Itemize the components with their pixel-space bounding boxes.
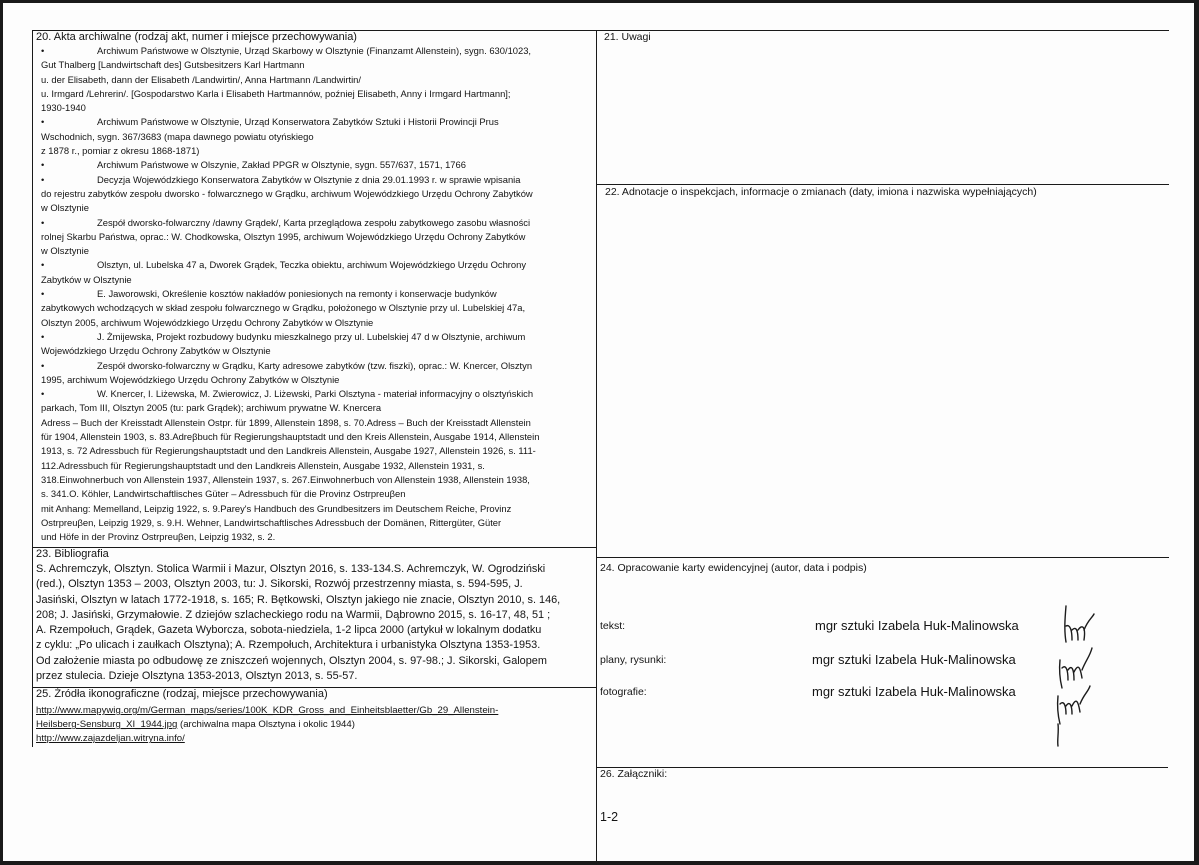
author-row-plans-name: mgr sztuki Izabela Huk-Malinowska bbox=[812, 652, 1016, 667]
bullet-icon: • bbox=[41, 388, 45, 400]
section-20-line-text: rolnej Skarbu Państwa, oprac.: W. Chodkowska, Olsztyn 1995, archiwum Wojewódzkiego Urzędu Ochrony Zabytków bbox=[41, 230, 526, 242]
section-20-line-text: und Höfe in der Provinz Ostrpreuβen, Leipzig 1932, s. 2. bbox=[41, 531, 276, 543]
bibliography-line: przez stulecia. Dzieje Olsztyna 1353-2013, Olsztyn 2013, s. 55-57. bbox=[36, 670, 358, 683]
section-20-line-text: für 1904, Allenstein 1903, s. 83.Adreβbuch für Regierungshauptstadt und den Kreis Allenstein, Ausgabe 1914, Allenstein bbox=[41, 431, 540, 443]
rule-24 bbox=[596, 557, 1169, 558]
rule-26 bbox=[596, 767, 1168, 768]
author-row-photos-name: mgr sztuki Izabela Huk-Malinowska bbox=[812, 684, 1016, 699]
bullet-icon: • bbox=[41, 359, 45, 371]
section-20-line-text: E. Jaworowski, Określenie kosztów nakładów poniesionych na remonty i konserwacje budynków bbox=[97, 288, 497, 300]
section-20-line bbox=[41, 330, 594, 344]
section-20-line-text: mit Anhang: Memelland, Leipzig 1922, s. 9.Parey's Handbuch des Grundbesitzers im Deutschem Reiche, Provinz bbox=[41, 502, 512, 514]
section-20-line-text: 1995, archiwum Wojewódzkiego Urzędu Ochrony Zabytków w Olsztynie bbox=[41, 373, 340, 385]
author-row-plans-label: plany, rysunki: bbox=[600, 654, 667, 666]
section-20-line bbox=[41, 473, 594, 487]
section-20-line-text: Wojewódzkiego Urzędu Ochrony Zabytków w Olsztynie bbox=[41, 345, 271, 357]
map-link-part2[interactable]: Heilsberg-Sensburg_XI_1944.jpg bbox=[36, 719, 178, 731]
section-20-line bbox=[41, 359, 594, 373]
section-25-heading: 25. Źródła ikonograficzne (rodzaj, miejsce przechowywania) bbox=[36, 688, 328, 700]
section-20-line bbox=[41, 530, 594, 544]
section-20-line-text: Olsztyn, ul. Lubelska 47 a, Dworek Grądek, Teczka obiektu, archiwum Wojewódzkiego Urzędu Ochrony bbox=[97, 259, 527, 271]
section-20-line bbox=[41, 502, 594, 516]
bibliography-line: 208; J. Jasiński, Grzymałowie. Z dziejów szlacheckiego rodu na Warmii, Dąbrowno 2015, s. 16-17, 48, 51 ; bbox=[36, 608, 551, 621]
section-20-line-text: do rejestru zabytków zespołu dworsko - folwarcznego w Grądku, archiwum Wojewódzkiego Urzędu Ochrony Zabytków bbox=[41, 187, 533, 199]
section-20-line-text: Gut Thalberg [Landwirtschaft des] Gutsbesitzers Karl Hartmann bbox=[41, 59, 305, 71]
section-20-line bbox=[41, 73, 594, 87]
section-20-line-text: w Olsztynie bbox=[41, 202, 89, 214]
section-20-line bbox=[41, 444, 594, 458]
section-20-line bbox=[41, 144, 594, 158]
section-20-line-text: u. Irmgard /Lehrerin/. [Gospodarstwo Karla i Elisabeth Hartmannów, poźniej Elisabeth, Anny i Irmgard Hartmann]; bbox=[41, 87, 511, 99]
section-20-line bbox=[41, 487, 594, 501]
bullet-icon: • bbox=[41, 259, 45, 271]
section-20-line bbox=[41, 173, 594, 187]
section-20-line-text: 1913, s. 72 Adressbuch für Regierungshauptstadt und den Landkreis Allenstein, Ausgabe 1927, Allenstein 1926, s. 111- bbox=[41, 445, 536, 457]
section-20-line bbox=[41, 216, 594, 230]
section-20-line-text: Zabytków w Olsztynie bbox=[41, 273, 132, 285]
section-20-line-text: 1930-1940 bbox=[41, 102, 86, 114]
section-20-line bbox=[41, 230, 594, 244]
section-20-line bbox=[41, 344, 594, 358]
author-row-photos-label: fotografie: bbox=[600, 686, 647, 698]
section-20-line-text: Ostrpreuβen, Leipzig 1929, s. 9.H. Wehner, Landwirtschaftlisches Adressbuch der Domänen, Rittergüter, Güter bbox=[41, 516, 502, 528]
section-20-line-text: Archiwum Państwowe w Olsztynie, Urząd Konserwatora Zabytków Sztuki i Historii Prowincji Prus bbox=[97, 116, 499, 128]
section-20-line-text: Archiwum Państwowe w Olsztynie, Urząd Skarbowy w Olsztynie (Finanzamt Allenstein), sygn. 630/1023, bbox=[97, 45, 532, 56]
section-20-line-text: J. Żmijewska, Projekt rozbudowy budynku mieszkalnego przy ul. Lubelskiej 47 d w Olsztynie, archiwum bbox=[97, 330, 526, 342]
section-20-line-text: parkach, Tom III, Olsztyn 2005 (tu: park Grądek); archiwum prywatne W. Knercera bbox=[41, 402, 382, 414]
section-20-line-text: Adress – Buch der Kreisstadt Allenstein Ostpr. für 1899, Allenstein 1898, s. 70.Adress – Buch der Kreisstadt Allenstein bbox=[41, 416, 531, 428]
bullet-icon: • bbox=[41, 159, 45, 171]
rule-23 bbox=[32, 547, 596, 548]
section-20-line-text: s. 341.O. Köhler, Landwirtschaftlisches Güter – Adressbuch für die Provinz Ostrpreuβen bbox=[41, 488, 406, 500]
section-20-line-text: 112.Adressbuch für Regierungshauptstadt und den Landkreis Allenstein, Ausgabe 1932, Allenstein 1931, s. bbox=[41, 459, 485, 471]
section-20-line-text: Decyzja Wojewódzkiego Konserwatora Zabytków w Olsztynie z dnia 29.01.1993 r. w sprawie wpisania bbox=[97, 173, 521, 185]
bibliography-line: A. Rzempołuch, Grądek, Gazeta Wyborcza, sobota-niedziela, 1-2 lipca 2000 (artykuł w lokalnym dodatku bbox=[36, 624, 542, 637]
rule-22 bbox=[596, 184, 1169, 185]
section-20-line bbox=[41, 459, 594, 473]
section-20-line-text: Zespół dworsko-folwarczny w Grądku, Karty adresowe zabytków (tzw. fiszki), oprac.: W. Knercer, Olsztyn bbox=[97, 359, 533, 371]
section-20-line bbox=[41, 516, 594, 530]
section-20-line-text: Olsztyn 2005, archiwum Wojewódzkiego Urzędu Ochrony Zabytków w Olsztynie bbox=[41, 316, 374, 328]
section-21-heading: 21. Uwagi bbox=[604, 31, 651, 43]
section-20-line bbox=[41, 401, 594, 415]
section-20-line bbox=[41, 387, 594, 401]
bibliography-line: Jasiński, Olsztyn w latach 1772-1918, s. 165; R. Bętkowski, Olsztyn jakiego nie znacie, Olsztyn 2010, s. 146, bbox=[36, 593, 561, 606]
bullet-icon: • bbox=[41, 216, 45, 228]
section-20-line bbox=[41, 287, 594, 301]
section-20-line-text: Zespół dworsko-folwarczny /dawny Grądek/, Karta przeglądowa zespołu zabytkowego zasobu własności bbox=[97, 216, 531, 228]
section-20-line bbox=[41, 316, 594, 330]
section-20-heading: 20. Akta archiwalne (rodzaj akt, numer i miejsce przechowywania) bbox=[36, 31, 357, 43]
section-20-line bbox=[41, 87, 594, 101]
section-20-line-text: zabytkowych wchodzących w skład zespołu folwarcznego w Grądku, położonego w Olsztynie przy ul. Lubelskiej 47a, bbox=[41, 302, 526, 314]
section-20-line-text: Archiwum Państwowe w Olszynie, Zakład PPGR w Olsztynie, sygn. 557/637, 1571, 1766 bbox=[97, 159, 466, 171]
section-20-line-text: W. Knercer, I. Liżewska, M. Zwierowicz, J. Liżewski, Parki Olsztyna - materiał informacyjny o olsztyńskich bbox=[97, 388, 534, 400]
signature-2 bbox=[1060, 648, 1092, 688]
section-20-line bbox=[41, 244, 594, 258]
bullet-icon: • bbox=[41, 288, 45, 300]
section-22-heading: 22. Adnotacje o inspekcjach, informacje o zmianach (daty, imiona i nazwiska wypełniających) bbox=[605, 186, 1037, 198]
section-20-line-text: Wschodnich, sygn. 367/3683 (mapa dawnego powiatu otyńskiego bbox=[41, 130, 314, 142]
section-20-line bbox=[41, 58, 594, 72]
signature-1 bbox=[1065, 606, 1094, 642]
author-row-text-name: mgr sztuki Izabela Huk-Malinowska bbox=[815, 618, 1019, 633]
section-26-heading: 26. Załączniki: bbox=[600, 768, 668, 780]
author-row-text-label: tekst: bbox=[600, 620, 626, 632]
column-divider bbox=[596, 30, 597, 862]
section-20-line bbox=[41, 201, 594, 215]
bibliography-line: (red.), Olsztyn 1353 – 2003, Olsztyn 2003, tu: J. Sikorski, Rozwój przestrzenny miasta, s. 594-595, J. bbox=[36, 578, 523, 591]
bullet-icon: • bbox=[41, 45, 45, 56]
section-23-bibliography bbox=[36, 562, 594, 684]
section-25-sources bbox=[36, 704, 594, 747]
section-20-line bbox=[41, 273, 594, 287]
section-20-line bbox=[41, 187, 594, 201]
map-link-note: (archiwalna mapa Olsztyna i okolic 1944) bbox=[177, 719, 355, 731]
bullet-icon: • bbox=[41, 330, 45, 342]
section-20-line bbox=[41, 130, 594, 144]
section-20-line bbox=[41, 44, 594, 58]
section-20-line bbox=[41, 301, 594, 315]
section-20-line bbox=[41, 258, 594, 272]
section-20-line bbox=[41, 115, 594, 129]
bibliography-line: Od założenie miasta po odbudowę ze zniszczeń wojennych, Olsztyn 2004, s. 97-98.; J. Sikorski, Galopem bbox=[36, 654, 547, 667]
section-20-line-text: w Olsztynie bbox=[41, 245, 89, 257]
section-20-line-text: 318.Einwohnerbuch von Allenstein 1937, Allenstein 1937, s. 267.Einwohnerbuch von Allenstein 1938, Allenstein 1938, bbox=[41, 473, 530, 485]
bibliography-line: S. Achremczyk, Olsztyn. Stolica Warmii i Mazur, Olsztyn 2016, s. 133-134.S. Achremczyk, W. Ogrodziński bbox=[36, 563, 546, 575]
handwritten-signatures bbox=[1048, 600, 1108, 750]
section-20-line bbox=[41, 158, 594, 172]
section-23-heading: 23. Bibliografia bbox=[36, 548, 109, 560]
website-link[interactable]: http://www.zajazdeljan.witryna.info/ bbox=[36, 733, 185, 745]
signature-3 bbox=[1058, 686, 1090, 746]
left-rule bbox=[32, 30, 33, 747]
section-20-line-text: z 1878 r., pomiar z okresu 1868-1871) bbox=[41, 145, 200, 157]
map-link-part1[interactable]: http://www.mapywig.org/m/German_maps/series/100K_KDR_Gross_and_Einheitsblaetter/Gb_29_Allenstein- bbox=[36, 705, 499, 716]
bullet-icon: • bbox=[41, 116, 45, 128]
section-20-line bbox=[41, 373, 594, 387]
section-20-line bbox=[41, 430, 594, 444]
bibliography-line: z cyklu: „Po ulicach i zaułkach Olsztyna); A. Rzempołuch, Architektura i urbanistyka Olsztyna 1353-1953. bbox=[36, 639, 541, 652]
section-24-heading: 24. Opracowanie karty ewidencyjnej (autor, data i podpis) bbox=[600, 562, 867, 574]
section-20-line bbox=[41, 416, 594, 430]
section-20-line bbox=[41, 101, 594, 115]
section-20-entries bbox=[41, 44, 594, 544]
section-20-line-text: u. der Elisabeth, dann der Elisabeth /Landwirtin/, Anna Hartmann /Landwirtin/ bbox=[41, 73, 361, 85]
attachments-value: 1-2 bbox=[600, 810, 619, 824]
bullet-icon: • bbox=[41, 173, 45, 185]
